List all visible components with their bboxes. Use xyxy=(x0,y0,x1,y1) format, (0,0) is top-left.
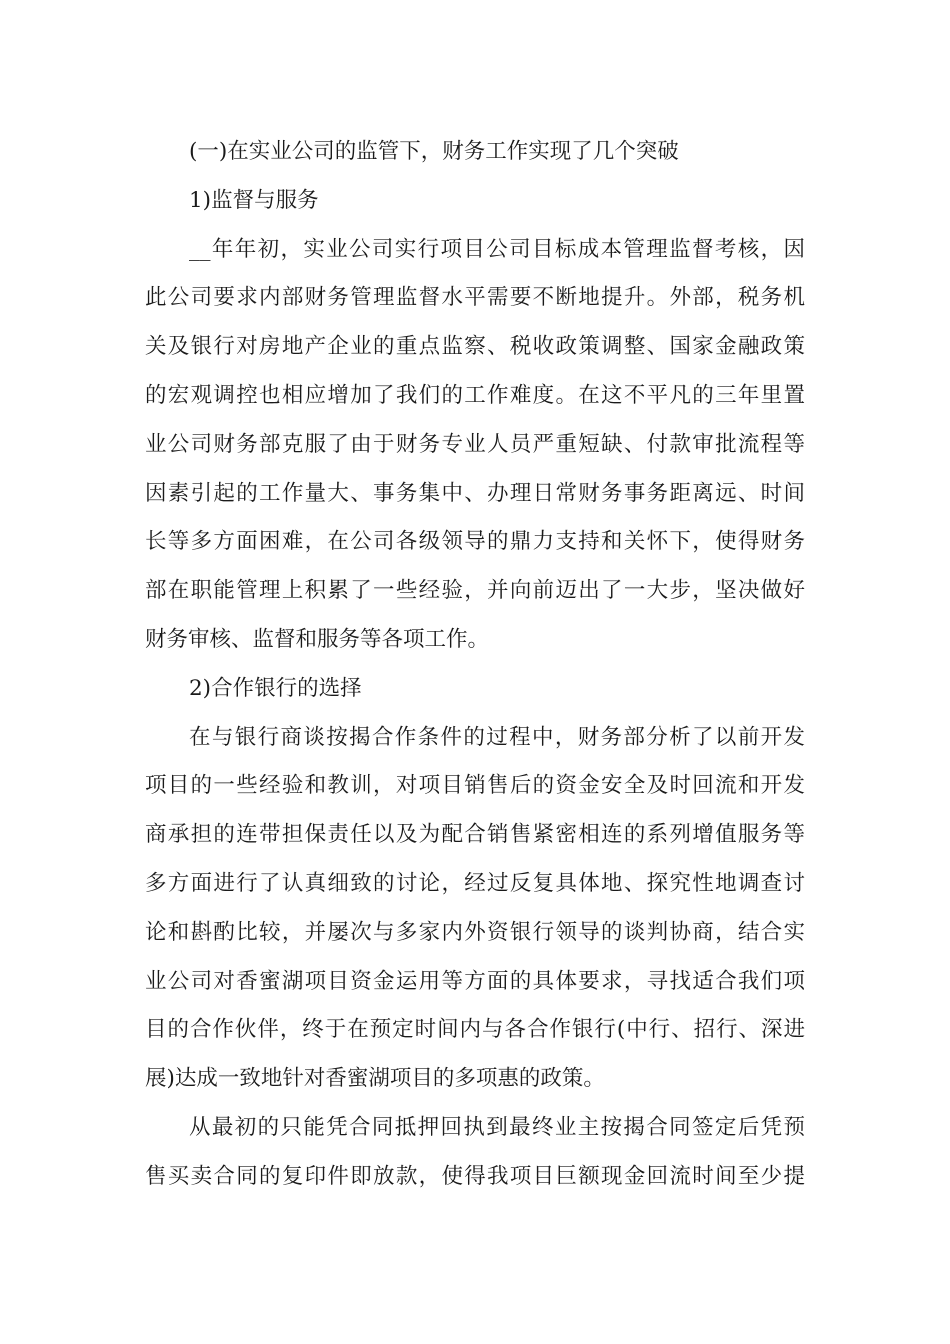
paragraph-line: 在与银行商谈按揭合作条件的过程中，财务部分析了以前开发 xyxy=(189,724,805,750)
paragraph-line: 商承担的连带担保责任以及为配合销售紧密相连的系列增值服务等 xyxy=(145,822,805,848)
sub-heading-bank-selection: 2)合作银行的选择 xyxy=(189,675,362,701)
paragraph-cash-return xyxy=(145,1104,805,1202)
paragraph-line: 论和斟酌比较，并屡次与多家内外资银行领导的谈判协商，结合实 xyxy=(145,919,805,945)
paragraph-line: __年年初，实业公司实行项目公司目标成本管理监督考核，因 xyxy=(189,236,805,262)
paragraph-line: 业公司财务部克服了由于财务专业人员严重短缺、付款审批流程等 xyxy=(145,431,805,457)
section-heading: (一)在实业公司的监管下，财务工作实现了几个突破 xyxy=(189,139,679,164)
paragraph-line: 部在职能管理上积累了一些经验，并向前迈出了一大步，坚决做好 xyxy=(145,578,805,604)
paragraph-supervision xyxy=(145,226,805,665)
paragraph-line: 售买卖合同的复印件即放款，使得我项目巨额现金回流时间至少提 xyxy=(145,1163,805,1189)
sub-heading-supervision: 1)监督与服务 xyxy=(189,187,319,213)
paragraph-line: 因素引起的工作量大、事务集中、办理日常财务事务距离远、时间 xyxy=(145,480,805,506)
paragraph-line: 长等多方面困难，在公司各级领导的鼎力支持和关怀下，使得财务 xyxy=(145,529,805,555)
paragraph-line: 的宏观调控也相应增加了我们的工作难度。在这不平凡的三年里置 xyxy=(145,382,805,408)
paragraph-line: 财务审核、监督和服务等各项工作。 xyxy=(145,626,490,652)
paragraph-line: 多方面进行了认真细致的讨论，经过反复具体地、探究性地调查讨 xyxy=(145,870,805,896)
document-page xyxy=(145,128,805,1202)
paragraph-line: 展)达成一致地针对香蜜湖项目的多项惠的政策。 xyxy=(145,1066,605,1092)
paragraph-line: 此公司要求内部财务管理监督水平需要不断地提升。外部，税务机 xyxy=(145,285,805,311)
paragraph-line: 目的合作伙伴，终于在预定时间内与各合作银行(中行、招行、深进 xyxy=(145,1017,805,1043)
paragraph-line: 项目的一些经验和教训，对项目销售后的资金安全及时回流和开发 xyxy=(145,773,805,799)
paragraph-line: 关及银行对房地产企业的重点监察、税收政策调整、国家金融政策 xyxy=(145,334,805,360)
paragraph-line: 业公司对香蜜湖项目资金运用等方面的具体要求，寻找适合我们项 xyxy=(145,968,805,994)
paragraph-line: 从最初的只能凭合同抵押回执到最终业主按揭合同签定后凭预 xyxy=(189,1114,805,1140)
paragraph-bank-selection xyxy=(145,714,805,1104)
